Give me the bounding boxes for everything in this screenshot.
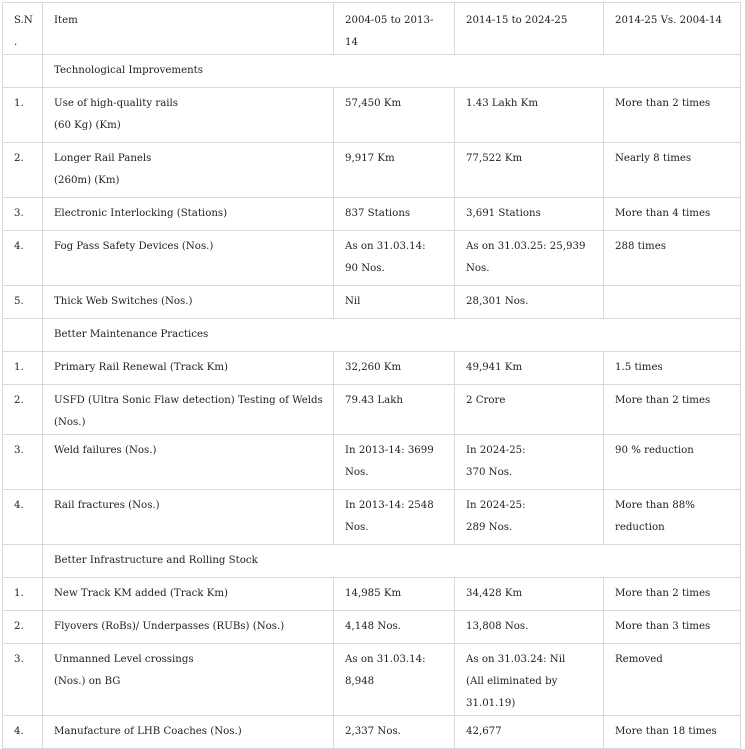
cell-sn: 1. bbox=[3, 88, 43, 143]
cell-line: 90 % reduction bbox=[615, 445, 694, 456]
cell-2004-14 bbox=[334, 611, 455, 644]
cell-line: Fog Pass Safety Devices (Nos.) bbox=[54, 241, 214, 252]
cell-line: More than 3 times bbox=[615, 621, 711, 632]
cell-comparison bbox=[604, 490, 741, 545]
cell-line: More than 2 times bbox=[615, 395, 711, 406]
table-row bbox=[3, 435, 741, 490]
section-row bbox=[3, 545, 741, 578]
cell-line: 49,941 Km bbox=[466, 362, 523, 373]
cell-item bbox=[43, 352, 334, 385]
cell-line: Nearly 8 times bbox=[615, 153, 692, 164]
section-cell-empty bbox=[3, 545, 43, 578]
cell-2004-14 bbox=[334, 231, 455, 286]
cell-2014-25 bbox=[455, 385, 604, 435]
cell-sn: 3. bbox=[3, 198, 43, 231]
cell-line: Unmanned Level crossings bbox=[54, 654, 194, 665]
cell-sn: 3. bbox=[3, 644, 43, 716]
cell-line: New Track KM added (Track Km) bbox=[54, 588, 229, 599]
cell-2004-14 bbox=[334, 385, 455, 435]
cell-line: 14,985 Km bbox=[345, 588, 402, 599]
header-cell-comparison: 2014-25 Vs. 2004-14 bbox=[604, 3, 741, 55]
cell-sn: 2. bbox=[3, 143, 43, 198]
cell-item bbox=[43, 198, 334, 231]
header-cell-period-1: 2004-05 to 2013-14 bbox=[334, 3, 455, 55]
cell-2014-25 bbox=[455, 352, 604, 385]
cell-comparison bbox=[604, 716, 741, 749]
cell-comparison bbox=[604, 578, 741, 611]
cell-line: More than 2 times bbox=[615, 98, 711, 109]
cell-line: 28,301 Nos. bbox=[466, 296, 529, 307]
cell-line: As on 31.03.25: 25,939 Nos. bbox=[466, 241, 586, 274]
cell-2014-25 bbox=[455, 198, 604, 231]
cell-line: In 2024-25: bbox=[466, 500, 526, 511]
cell-sn: 1. bbox=[3, 578, 43, 611]
cell-comparison bbox=[604, 198, 741, 231]
header-cell-sn: S.N. bbox=[3, 3, 43, 55]
cell-comparison bbox=[604, 352, 741, 385]
cell-line: Flyovers (RoBs)/ Underpasses (RUBs) (Nos.) bbox=[54, 621, 285, 632]
table-row bbox=[3, 88, 741, 143]
section-title: Technological Improvements bbox=[43, 55, 741, 88]
cell-2014-25 bbox=[455, 611, 604, 644]
cell-2004-14 bbox=[334, 352, 455, 385]
cell-sn: 2. bbox=[3, 385, 43, 435]
cell-2004-14 bbox=[334, 286, 455, 319]
cell-comparison bbox=[604, 143, 741, 198]
cell-line: Removed bbox=[615, 654, 663, 665]
cell-comparison bbox=[604, 231, 741, 286]
cell-2014-25 bbox=[455, 644, 604, 716]
header-cell-item: Item bbox=[43, 3, 334, 55]
cell-line: Electronic Interlocking (Stations) bbox=[54, 208, 228, 219]
cell-item bbox=[43, 286, 334, 319]
cell-sn: 1. bbox=[3, 352, 43, 385]
cell-item bbox=[43, 490, 334, 545]
cell-comparison bbox=[604, 644, 741, 716]
cell-2004-14 bbox=[334, 88, 455, 143]
cell-line: (60 Kg) (Km) bbox=[54, 120, 121, 131]
cell-comparison bbox=[604, 88, 741, 143]
cell-line: 8,948 bbox=[345, 676, 375, 687]
railway-safety-comparison-table bbox=[2, 2, 741, 749]
cell-line: As on 31.03.14: bbox=[345, 654, 426, 665]
cell-line: In 2024-25: bbox=[466, 445, 526, 456]
table-row bbox=[3, 644, 741, 716]
cell-2004-14 bbox=[334, 435, 455, 490]
cell-line: (All eliminated by 31.01.19) bbox=[466, 676, 558, 709]
cell-line: Primary Rail Renewal (Track Km) bbox=[54, 362, 228, 373]
cell-2014-25 bbox=[455, 578, 604, 611]
cell-line: Manufacture of LHB Coaches (Nos.) bbox=[54, 726, 242, 737]
table-row bbox=[3, 578, 741, 611]
section-row bbox=[3, 55, 741, 88]
cell-line: 370 Nos. bbox=[466, 467, 513, 478]
section-title: Better Maintenance Practices bbox=[43, 319, 741, 352]
cell-line: 288 times bbox=[615, 241, 666, 252]
cell-2014-25 bbox=[455, 231, 604, 286]
cell-2004-14 bbox=[334, 644, 455, 716]
cell-2014-25 bbox=[455, 490, 604, 545]
cell-2014-25 bbox=[455, 435, 604, 490]
cell-line: 34,428 Km bbox=[466, 588, 523, 599]
cell-line: 9,917 Km bbox=[345, 153, 395, 164]
section-cell-empty bbox=[3, 319, 43, 352]
cell-line: More than 18 times bbox=[615, 726, 717, 737]
cell-comparison bbox=[604, 286, 741, 319]
table-row bbox=[3, 198, 741, 231]
cell-line: Use of high-quality rails bbox=[54, 98, 179, 109]
section-cell-empty bbox=[3, 55, 43, 88]
cell-line: 79.43 Lakh bbox=[345, 395, 403, 406]
cell-line: 2 Crore bbox=[466, 395, 506, 406]
cell-2004-14 bbox=[334, 198, 455, 231]
table-row bbox=[3, 490, 741, 545]
cell-line: Rail fractures (Nos.) bbox=[54, 500, 160, 511]
cell-line: In 2013-14: 2548 Nos. bbox=[345, 500, 434, 533]
cell-line: More than 2 times bbox=[615, 588, 711, 599]
cell-line: 57,450 Km bbox=[345, 98, 402, 109]
cell-line: (260m) (Km) bbox=[54, 175, 120, 186]
cell-sn: 4. bbox=[3, 716, 43, 749]
cell-2004-14 bbox=[334, 578, 455, 611]
table-row bbox=[3, 143, 741, 198]
cell-line: More than 4 times bbox=[615, 208, 711, 219]
cell-comparison bbox=[604, 435, 741, 490]
cell-item bbox=[43, 385, 334, 435]
cell-line: 42,677 bbox=[466, 726, 502, 737]
cell-line: 1.43 Lakh Km bbox=[466, 98, 539, 109]
cell-2004-14 bbox=[334, 490, 455, 545]
cell-line: As on 31.03.14: bbox=[345, 241, 426, 252]
cell-2014-25 bbox=[455, 88, 604, 143]
cell-line: In 2013-14: 3699 Nos. bbox=[345, 445, 434, 478]
cell-item bbox=[43, 143, 334, 198]
cell-sn: 2. bbox=[3, 611, 43, 644]
cell-sn: 4. bbox=[3, 231, 43, 286]
cell-line: USFD (Ultra Sonic Flaw detection) Testing of Welds (Nos.) bbox=[54, 395, 323, 428]
cell-line: 13,808 Nos. bbox=[466, 621, 529, 632]
table-row bbox=[3, 611, 741, 644]
table-row bbox=[3, 286, 741, 319]
cell-line: Weld failures (Nos.) bbox=[54, 445, 157, 456]
table-row bbox=[3, 385, 741, 435]
cell-comparison bbox=[604, 611, 741, 644]
cell-item bbox=[43, 435, 334, 490]
cell-line: 90 Nos. bbox=[345, 263, 385, 274]
cell-line: More than 88% reduction bbox=[615, 500, 695, 533]
header-cell-period-2: 2014-15 to 2024-25 bbox=[455, 3, 604, 55]
cell-comparison bbox=[604, 385, 741, 435]
cell-line: Thick Web Switches (Nos.) bbox=[54, 296, 193, 307]
table-container bbox=[2, 2, 741, 749]
table-row bbox=[3, 352, 741, 385]
cell-sn: 4. bbox=[3, 490, 43, 545]
table-row bbox=[3, 231, 741, 286]
cell-2014-25 bbox=[455, 143, 604, 198]
cell-line: 4,148 Nos. bbox=[345, 621, 401, 632]
cell-item bbox=[43, 578, 334, 611]
cell-line: 77,522 Km bbox=[466, 153, 523, 164]
cell-sn: 3. bbox=[3, 435, 43, 490]
cell-line: 289 Nos. bbox=[466, 522, 513, 533]
cell-2014-25 bbox=[455, 716, 604, 749]
header-row bbox=[3, 3, 741, 55]
cell-line: 837 Stations bbox=[345, 208, 411, 219]
cell-line: 32,260 Km bbox=[345, 362, 402, 373]
cell-line: Longer Rail Panels bbox=[54, 153, 152, 164]
cell-2004-14 bbox=[334, 716, 455, 749]
cell-item bbox=[43, 644, 334, 716]
cell-sn: 5. bbox=[3, 286, 43, 319]
cell-line: 3,691 Stations bbox=[466, 208, 541, 219]
cell-2004-14 bbox=[334, 143, 455, 198]
section-row bbox=[3, 319, 741, 352]
cell-item bbox=[43, 716, 334, 749]
cell-item bbox=[43, 611, 334, 644]
cell-2014-25 bbox=[455, 286, 604, 319]
table-row bbox=[3, 716, 741, 749]
cell-line: As on 31.03.24: Nil bbox=[466, 654, 566, 665]
cell-line: 2,337 Nos. bbox=[345, 726, 401, 737]
cell-line: (Nos.) on BG bbox=[54, 676, 121, 687]
cell-line: 1.5 times bbox=[615, 362, 663, 373]
section-title: Better Infrastructure and Rolling Stock bbox=[43, 545, 741, 578]
cell-item bbox=[43, 231, 334, 286]
cell-line: Nil bbox=[345, 296, 361, 307]
cell-item bbox=[43, 88, 334, 143]
